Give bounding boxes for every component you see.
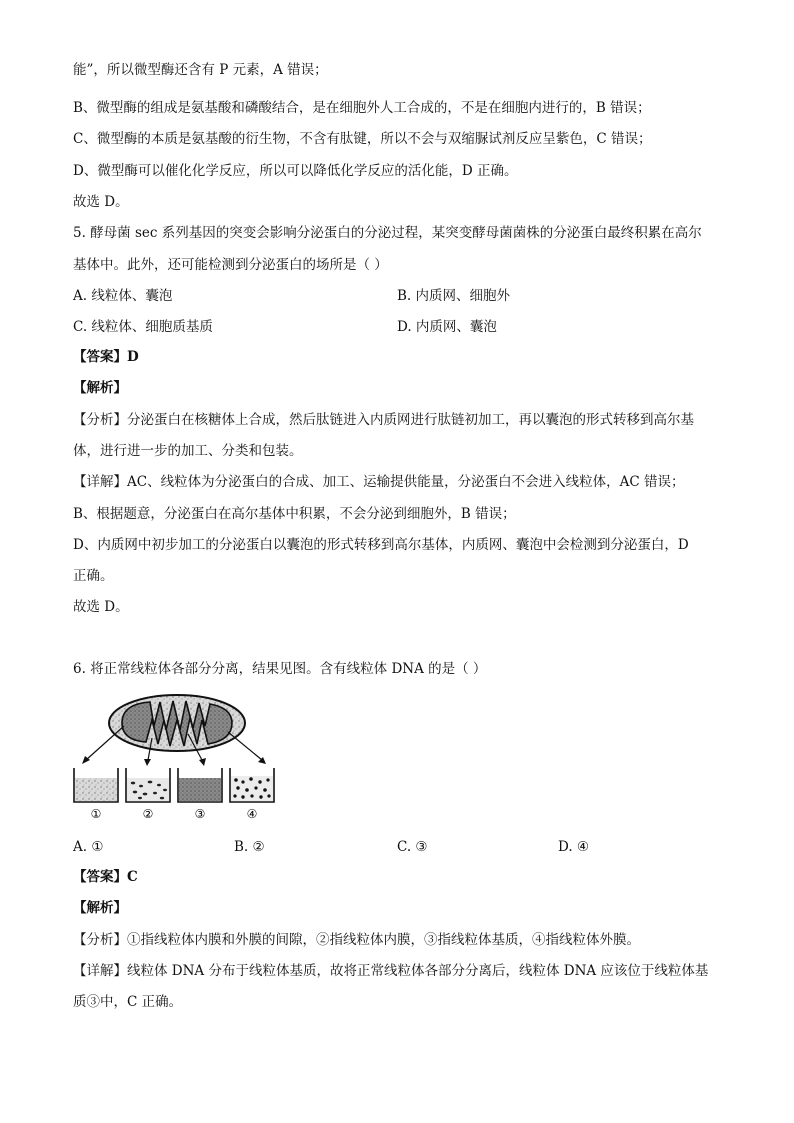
question-5-stem: 5. 酵母菌 sec 系列基因的突变会影响分泌蛋白的分泌过程，某突变酵母菌菌株的分泌蛋白最终积累在高尔: [73, 225, 702, 241]
beaker-3: [178, 768, 222, 802]
mitochondria-figure: [70, 690, 290, 824]
q5-option-b: B. 内质网、细胞外: [397, 288, 511, 304]
q6-option-c: C. ③: [397, 839, 428, 855]
q6-option-a: A. ①: [73, 839, 104, 855]
q6-option-b: B. ②: [234, 839, 265, 855]
figure-label-3: ③: [194, 807, 206, 821]
text-line: 故选 D。: [73, 599, 129, 615]
text-line: 【详解】AC、线粒体为分泌蛋白的合成、加工、运输提供能量，分泌蛋白不会进入线粒体，AC 错误；: [73, 474, 685, 490]
text-line: 能”，所以微型酶还含有 P 元素，A 错误；: [73, 62, 328, 78]
q6-analysis-heading: 【解析】: [73, 900, 127, 916]
text-line: 【分析】分泌蛋白在核糖体上合成，然后肽链进入内质网进行肽链初加工，再以囊泡的形式转移到高尔基: [73, 412, 694, 428]
text-line: 体，进行进一步的加工、分类和包装。: [73, 443, 303, 459]
text-line: D、微型酶可以催化化学反应，所以可以降低化学反应的活化能，D 正确。: [73, 163, 518, 179]
text-line: D、内质网中初步加工的分泌蛋白以囊泡的形式转移到高尔基体，内质网、囊泡中会检测到分泌蛋白，D: [73, 537, 689, 553]
text-line: 质③中，C 正确。: [73, 994, 183, 1010]
text-line: 【分析】①指线粒体内膜和外膜的间隙，②指线粒体内膜，③指线粒体基质，④指线粒体外膜。: [73, 932, 640, 948]
text-line: 故选 D。: [73, 194, 129, 210]
beaker-4: [230, 768, 274, 802]
text-line: 【详解】线粒体 DNA 分布于线粒体基质，故将正常线粒体各部分分离后，线粒体 DNA 应该位于线粒体基: [73, 963, 709, 979]
q6-answer: 【答案】C: [73, 869, 138, 885]
question-6-stem: 6. 将正常线粒体各部分分离，结果见图。含有线粒体 DNA 的是（ ）: [73, 661, 487, 677]
q5-option-d: D. 内质网、囊泡: [397, 319, 497, 335]
figure-label-1: ①: [90, 807, 102, 821]
figure-label-2: ②: [142, 807, 154, 821]
q5-analysis-heading: 【解析】: [73, 380, 127, 396]
text-line: 正确。: [73, 568, 114, 584]
text-line: C、微型酶的本质是氨基酸的衍生物，不含有肽键，所以不会与双缩脲试剂反应呈紫色，C 错误；: [73, 131, 652, 147]
beaker-2: [126, 768, 170, 802]
text-line: B、根据题意，分泌蛋白在高尔基体中积累，不会分泌到细胞外，B 错误；: [73, 506, 516, 522]
q6-option-d: D. ④: [558, 839, 590, 855]
figure-label-4: ④: [246, 807, 258, 821]
beaker-1: [74, 768, 118, 802]
q5-option-c: C. 线粒体、细胞质基质: [73, 319, 213, 335]
question-5-stem: 基体中。此外，还可能检测到分泌蛋白的场所是（ ）: [73, 257, 388, 273]
text-line: B、微型酶的组成是氨基酸和磷酸结合，是在细胞外人工合成的，不是在细胞内进行的，B 错误；: [73, 100, 651, 116]
q5-option-a: A. 线粒体、囊泡: [73, 288, 173, 304]
q5-answer: 【答案】D: [73, 349, 139, 365]
